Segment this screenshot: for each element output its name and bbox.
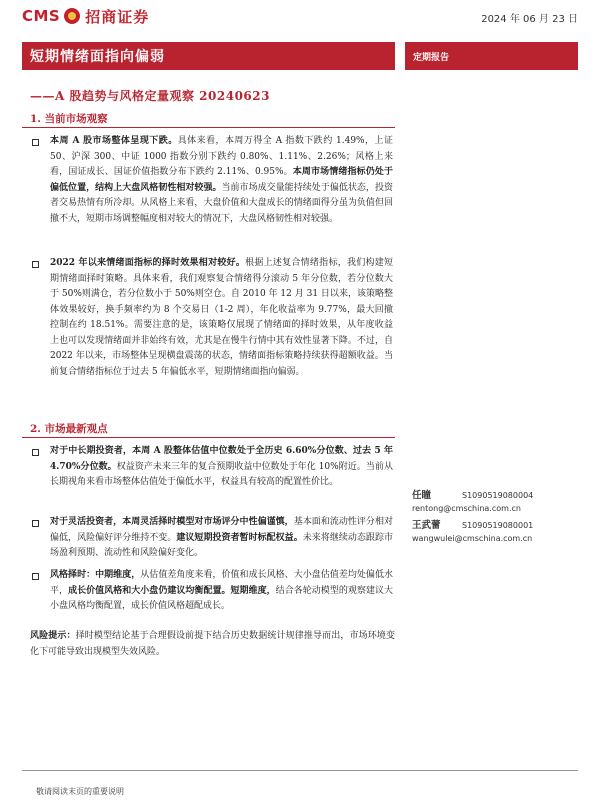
logo-mark-icon (64, 8, 80, 24)
page-subtitle: ——A 股趋势与风格定量观察 20240623 (30, 89, 270, 103)
bullet-long-term-investors: 对于中长期投资者，本周 A 股整体估值中位数处于全历史 6.60%分位数、过去 5 年 4.70%分位数。权益资产未来三年的复合预期收益中位数处于年化 10%附近。当前从长期视角来看市场整体估值处于偏低水平，权益具有较高的配置性价比。 (30, 444, 393, 491)
page-title: 短期情绪面指向偏弱 (30, 49, 165, 65)
logo-text-cn: 招商证券 (85, 7, 150, 26)
bullet-market-decline: 本周 A 股市场整体呈现下跌。具体来看，本周万得全 A 指数下跌约 1.49%，上证 50、沪深 300、中证 1000 指数分别下跌约 0.80%、1.11%、2.26%；风格上来看，国证成长、国证价值指数分布下跌约 2.11%、0.95%。本周市场情绪指标仍处于偏低位置，结构上大盘风格韧性相对较强。当前市场成交量能持续处于偏低状态，投资者交易热情有所冷却。从风格上来看，大盘价值和大盘成长的情绪面得分虽为负值但回撤不大，短期市场调整幅度相对较大的情况下，大盘风格韧性相对较强。 (30, 134, 393, 227)
report-type: 定期报告 (413, 52, 450, 63)
section-heading-latest-view: 2. 市场最新观点 (22, 420, 395, 438)
risk-label: 风险提示： (30, 631, 76, 641)
footer-divider (22, 770, 578, 771)
logo-text-en: CMS (22, 7, 61, 25)
bullet-sentiment-timing: 2022 年以来情绪面指标的择时效果相对较好。根据上述复合情绪指标，我们构建短期情绪面择时策略。具体来看，我们观察复合情绪得分滚动 5 年分位数，若分位数大于 50%则满仓，若分位数小于 50%则空仓。自 2010 年 12 月 31 日以来，该策略整体效果较好，换手频率约为 8 个交易日（1-2 周），年化收益率为 9.77%，最大回撤控制在约 18.51%。需要注意的是，该策略仅展现了情绪面的择时效果，从年度收益上也可以发现情绪面并非始终有效，尤其是在慢牛行情中其有效性显著下降。不过，自 2022 年以来，市场整体呈现横盘震荡的状态，情绪面指标策略持续获得超额收益。当前复合情绪指标位于过去 5 年偏低水平，短期情绪面指向偏弱。 (30, 256, 393, 380)
analyst-card (412, 517, 533, 543)
company-logo (22, 6, 149, 26)
bullet-flexible-investors: 对于灵活投资者，本周灵活择时模型对市场评分中性偏谨慎，基本面和流动性评分相对偏低，风险偏好评分维持不变。建议短期投资者暂时标配权益。未来将继续动态跟踪市场盈利预期、流动性和风险偏好变化。 (30, 515, 393, 562)
title-banner (22, 42, 395, 70)
risk-text: 择时模型结论基于合理假设前提下结合历史数据统计规律推导而出，市场环境变化下可能导致出现模型失效风险。 (30, 631, 395, 657)
report-type-banner (405, 42, 578, 70)
analyst-card (412, 487, 533, 513)
analyst-name: 王武蕾 (412, 520, 441, 531)
footer-note: 敬请阅读末页的重要说明 (36, 787, 124, 796)
report-date: 2024 年 06 月 23 日 (481, 14, 578, 25)
analyst-cert: S1090519080001 (462, 521, 534, 530)
analyst-cert: S1090519080004 (462, 491, 534, 500)
bullet-style-timing: 风格择时：中期维度，从估值差角度来看，价值和成长风格、大小盘估值差均处偏低水平，成长价值风格和大小盘仍建议均衡配置。短期维度，结合各轮动模型的观察建议大小盘风格均衡配置，成长价值风格超配成长。 (30, 568, 393, 615)
analyst-email: wangwulei@cmschina.com.cn (412, 534, 533, 543)
analyst-name: 任瞳 (412, 490, 432, 501)
section-heading-market-observation: 1. 当前市场观察 (22, 110, 395, 128)
risk-notice (30, 628, 395, 660)
analyst-email: rentong@cmschina.com.cn (412, 504, 521, 513)
